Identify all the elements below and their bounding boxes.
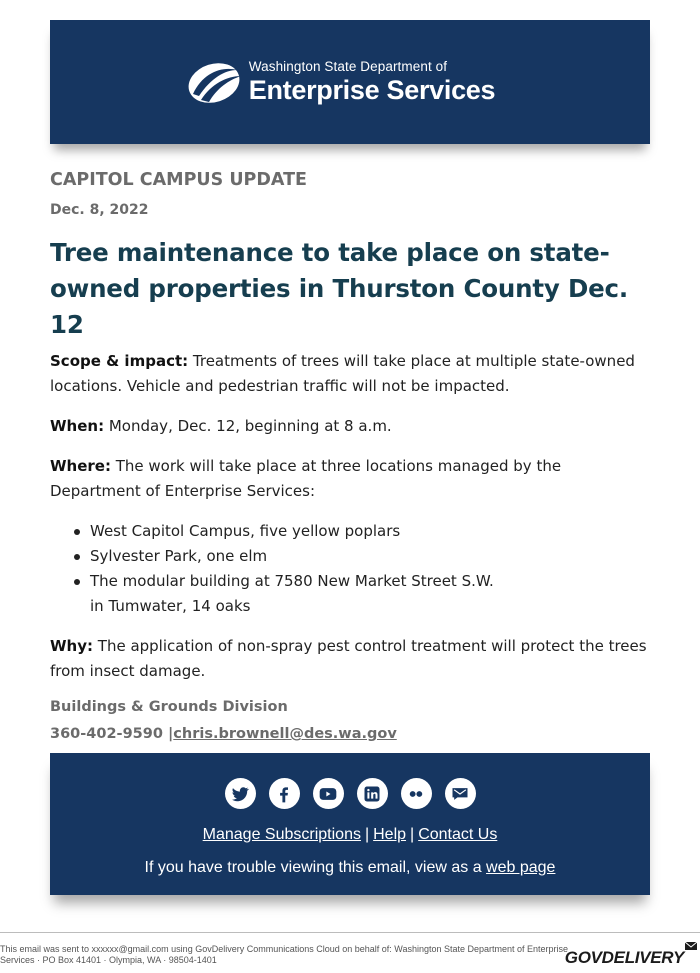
why-text: The application of non-spray pest control treatment will protect the trees from insect damage. — [50, 637, 647, 680]
des-logo-text — [249, 60, 495, 104]
section-label: CAPITOL CAMPUS UPDATE — [50, 170, 307, 190]
des-swoosh-logo-icon — [185, 58, 243, 106]
division-name: Buildings & Grounds Division — [50, 699, 288, 715]
web-page-link[interactable]: web page — [486, 859, 556, 876]
govdelivery-logo[interactable]: GOVDELIVERY — [564, 948, 684, 967]
youtube-icon[interactable] — [313, 778, 344, 809]
locations-list — [50, 519, 650, 619]
where-label: Where: — [50, 457, 111, 475]
twitter-icon[interactable] — [225, 778, 256, 809]
help-link[interactable]: Help — [373, 826, 407, 843]
footer-links — [50, 826, 650, 844]
email-icon[interactable] — [445, 778, 476, 809]
why-label: Why: — [50, 637, 94, 655]
fine-print: This email was sent to xxxxxx@gmail.com using GovDelivery Communications Cloud on behalf of: Washington State Department of Enterprise Services · PO Box 41401 · Olympia, WA · 98504-1401 — [0, 944, 569, 965]
linkedin-icon[interactable] — [357, 778, 388, 809]
contact-us-link[interactable]: Contact Us — [418, 826, 498, 843]
logo-line-department: Washington State Department of — [248, 59, 448, 75]
list-item: The modular building at 7580 New Market Street S.W. in Tumwater, 14 oaks — [72, 569, 650, 619]
logo-line-enterprise-services: Enterprise Services — [248, 74, 496, 105]
social-links — [50, 778, 650, 809]
when-text: Monday, Dec. 12, beginning at 8 a.m. — [104, 417, 392, 435]
when-paragraph — [50, 414, 650, 439]
fine-print-divider — [0, 932, 700, 933]
email-footer-band — [50, 753, 650, 895]
why-paragraph — [50, 634, 650, 684]
article-body — [50, 168, 650, 742]
headline: Tree maintenance to take place on state-owned properties in Thurston County Dec. 12 — [50, 238, 628, 339]
contact-email-link[interactable]: chris.brownell@des.wa.gov — [173, 726, 397, 742]
link-separator: | — [364, 826, 370, 843]
list-item: Sylvester Park, one elm — [72, 544, 650, 569]
manage-subscriptions-link[interactable]: Manage Subscriptions — [202, 826, 361, 843]
contact-line — [50, 726, 650, 742]
list-item: West Capitol Campus, five yellow poplars — [72, 519, 650, 544]
contact-phone: 360-402-9590 | — [50, 726, 174, 742]
when-label: When: — [50, 417, 105, 435]
flickr-icon[interactable] — [401, 778, 432, 809]
view-online-notice — [50, 859, 650, 877]
govdelivery-envelope-icon — [684, 940, 698, 952]
where-paragraph — [50, 454, 650, 504]
des-logo[interactable] — [185, 58, 495, 106]
scope-label: Scope & impact: — [50, 352, 189, 370]
publish-date: Dec. 8, 2022 — [50, 202, 149, 218]
facebook-icon[interactable] — [269, 778, 300, 809]
where-text: The work will take place at three locations managed by the Department of Enterprise Services: — [50, 457, 562, 500]
email-header-banner — [50, 20, 650, 144]
scope-paragraph — [50, 349, 650, 399]
view-online-text: If you have trouble viewing this email, view as a — [144, 859, 487, 876]
link-separator: | — [410, 826, 415, 843]
scope-text: Treatments of trees will take place at multiple state-owned locations. Vehicle and pedestrian traffic will not be impacted. — [50, 352, 635, 395]
